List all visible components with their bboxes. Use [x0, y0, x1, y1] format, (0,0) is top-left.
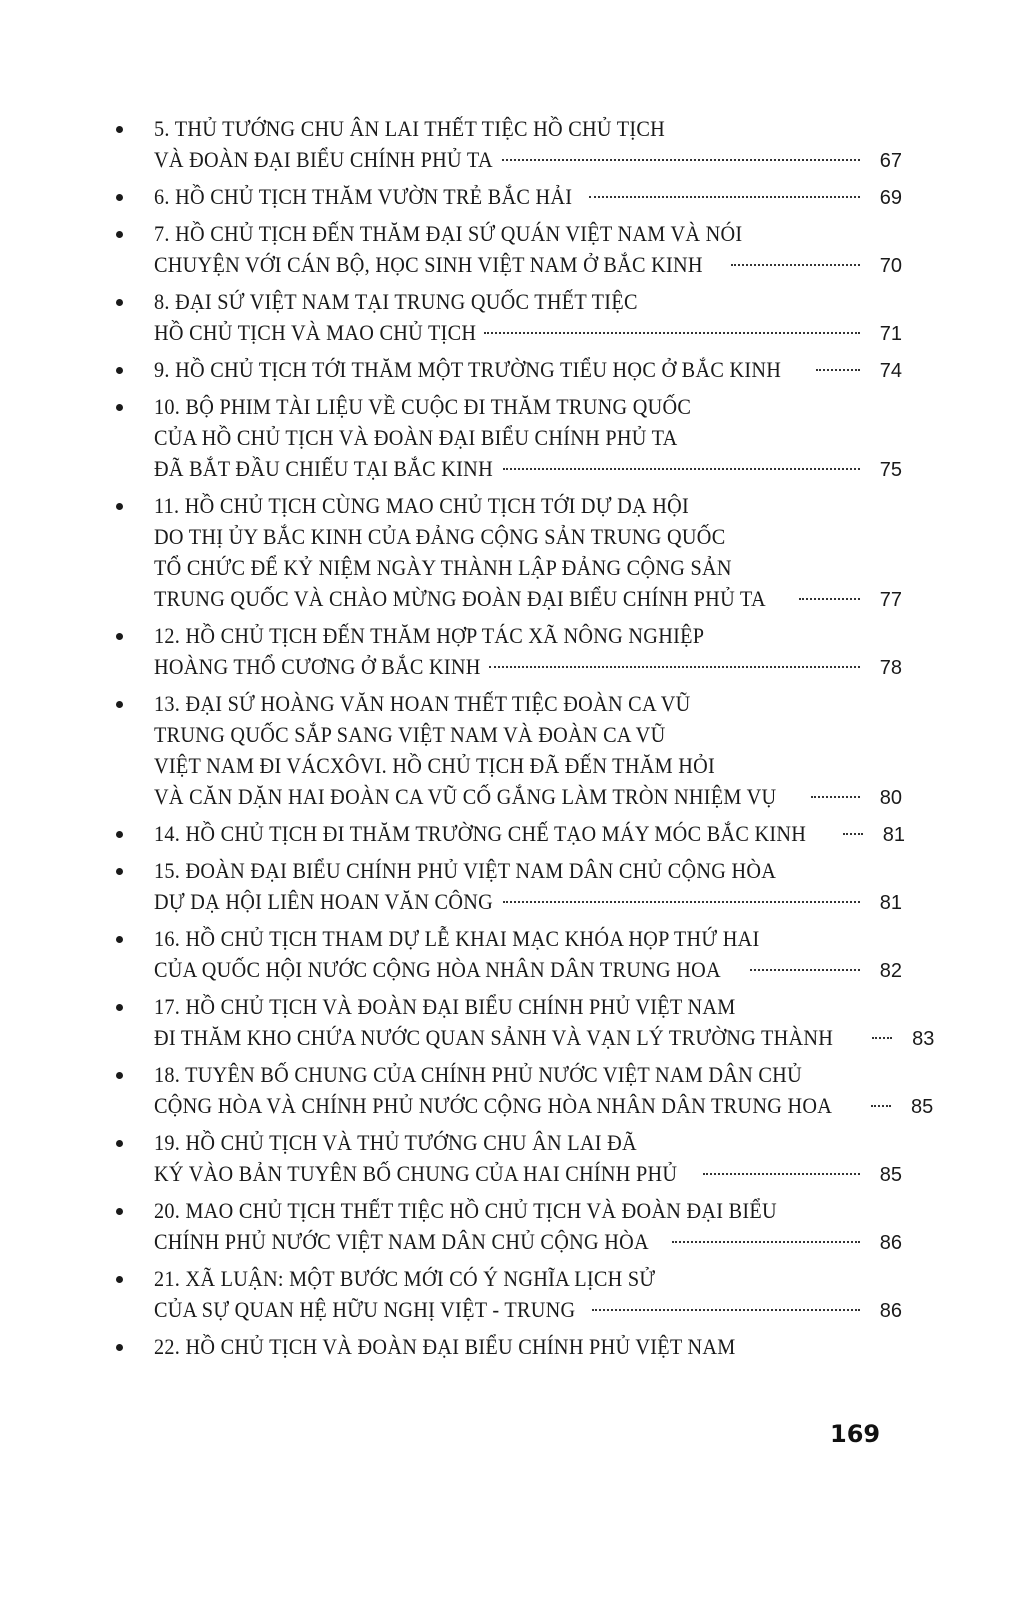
toc-entry-page: 74	[879, 360, 902, 382]
toc-entry-text: CỘNG HÒA VÀ CHÍNH PHỦ NƯỚC CỘNG HÒA NHÂN DÂN TRUNG HOA	[154, 1093, 833, 1118]
toc-entry-text: DỰ DẠ HỘI LIÊN HOAN VĂN CÔNG	[154, 889, 494, 914]
toc-entry	[112, 855, 902, 917]
toc-entry	[112, 286, 902, 348]
toc-entry-text: 21. XÃ LUẬN: MỘT BƯỚC MỚI CÓ Ý NGHĨA LỊCH SỬ	[154, 1266, 656, 1291]
toc-entry-page: 81	[882, 824, 905, 846]
toc-entry-text: ĐI THĂM KHO CHỨA NƯỚC QUAN SẢNH VÀ VẠN LÝ TRƯỜNG THÀNH	[154, 1025, 834, 1050]
toc-entry-page: 85	[910, 1096, 934, 1118]
bullet-icon	[116, 194, 123, 201]
toc-entry-page: 86	[879, 1232, 902, 1254]
toc-entry-text: 17. HỒ CHỦ TỊCH VÀ ĐOÀN ĐẠI BIỂU CHÍNH PHỦ VIỆT NAM	[154, 994, 736, 1019]
bullet-icon	[116, 936, 123, 943]
toc-entry-text: 9. HỒ CHỦ TỊCH TỚI THĂM MỘT TRƯỜNG TIỂU HỌC Ở BẮC KINH	[154, 357, 782, 382]
toc-entry-last-line	[154, 651, 902, 682]
toc-entry-last-line	[154, 1022, 935, 1053]
toc-entry-page: 67	[879, 150, 902, 172]
toc-entry	[112, 688, 902, 812]
dot-leader	[592, 1309, 860, 1311]
toc-entry-text: 8. ĐẠI SỨ VIỆT NAM TẠI TRUNG QUỐC THẾT TIỆC	[154, 289, 638, 314]
dot-leader	[816, 369, 860, 371]
dot-leader	[843, 833, 863, 835]
toc-entry-text: CỦA SỰ QUAN HỆ HỮU NGHỊ VIỆT - TRUNG	[154, 1297, 576, 1322]
toc-entry	[112, 1195, 902, 1257]
bullet-icon	[116, 299, 123, 306]
dot-leader	[750, 969, 860, 971]
toc-entry-page: 78	[879, 657, 902, 679]
toc-entry-text: DO THỊ ỦY BẮC KINH CỦA ĐẢNG CỘNG SẢN TRUNG QUỐC	[154, 524, 726, 549]
dot-leader	[672, 1241, 860, 1243]
toc-entry-text: CỦA HỒ CHỦ TỊCH VÀ ĐOÀN ĐẠI BIỂU CHÍNH PHỦ TA	[154, 425, 678, 450]
toc-entry	[112, 113, 902, 175]
toc-entry-page: 86	[879, 1300, 902, 1322]
toc-entry-last-line	[154, 818, 905, 849]
toc-entry	[112, 1331, 902, 1362]
toc-entry-text: TỔ CHỨC ĐỂ KỶ NIỆM NGÀY THÀNH LẬP ĐẢNG CỘNG SẢN	[154, 555, 732, 580]
toc-entry-text: TRUNG QUỐC SẮP SANG VIỆT NAM VÀ ĐOÀN CA VŨ	[154, 722, 666, 747]
bullet-icon	[116, 1072, 123, 1079]
toc-entry-text: 12. HỒ CHỦ TỊCH ĐẾN THĂM HỢP TÁC XÃ NÔNG NGHIỆP	[154, 623, 705, 648]
toc-entry-last-line	[154, 453, 902, 484]
toc-entry-last-line	[154, 1294, 902, 1325]
toc-entry-page: 71	[879, 323, 902, 345]
toc-entry-page: 81	[879, 892, 902, 914]
bullet-icon	[116, 1344, 123, 1351]
bullet-icon	[116, 701, 123, 708]
toc-entry-last-line	[154, 583, 902, 614]
toc-entry	[112, 620, 902, 682]
toc-entry	[112, 991, 935, 1053]
bullet-icon	[116, 1208, 123, 1215]
toc-entry-last-line	[154, 249, 902, 280]
toc-entry-text: 20. MAO CHỦ TỊCH THẾT TIỆC HỒ CHỦ TỊCH VÀ ĐOÀN ĐẠI BIỂU	[154, 1198, 777, 1223]
toc-entry-text: ĐÃ BẮT ĐẦU CHIẾU TẠI BẮC KINH	[154, 456, 493, 481]
bullet-icon	[116, 404, 123, 411]
toc-entry-text: 14. HỒ CHỦ TỊCH ĐI THĂM TRƯỜNG CHẾ TẠO MÁY MÓC BẮC KINH	[154, 821, 807, 846]
toc-entry-page: 70	[879, 255, 902, 277]
toc-entry-last-line	[154, 144, 902, 175]
toc-entry-last-line	[154, 781, 902, 812]
toc-entry-last-line	[154, 1226, 902, 1257]
toc-entry-page: 80	[879, 787, 902, 809]
toc-entry-last-line	[154, 1158, 902, 1189]
toc-entry-last-line	[154, 954, 902, 985]
toc-entry-text: 11. HỒ CHỦ TỊCH CÙNG MAO CHỦ TỊCH TỚI DỰ DẠ HỘI	[154, 493, 690, 518]
toc-entry-text: HỒ CHỦ TỊCH VÀ MAO CHỦ TỊCH	[154, 320, 477, 345]
toc-entry-text: 13. ĐẠI SỨ HOÀNG VĂN HOAN THẾT TIỆC ĐOÀN CA VŨ	[154, 691, 691, 716]
toc-entry-text: VÀ CĂN DẶN HAI ĐOÀN CA VŨ CỐ GẮNG LÀM TRÒN NHIỆM VỤ	[154, 784, 777, 809]
toc-entry-text: 15. ĐOÀN ĐẠI BIỂU CHÍNH PHỦ VIỆT NAM DÂN CHỦ CỘNG HÒA	[154, 858, 777, 883]
bullet-icon	[116, 831, 123, 838]
toc-entry-text: 7. HỒ CHỦ TỊCH ĐẾN THĂM ĐẠI SỨ QUÁN VIỆT NAM VÀ NÓI	[154, 221, 743, 246]
toc-entry	[112, 1263, 902, 1325]
dot-leader	[872, 1037, 892, 1039]
dot-leader	[484, 332, 860, 334]
toc-entry-last-line	[154, 354, 902, 385]
dot-leader	[503, 468, 860, 470]
toc-entry-page: 83	[912, 1028, 935, 1050]
toc-entry	[112, 1059, 934, 1121]
dot-leader	[811, 796, 860, 798]
toc-entry	[112, 818, 905, 849]
table-of-contents	[112, 113, 935, 1368]
toc-entry	[112, 181, 902, 212]
toc-entry-text: 22. HỒ CHỦ TỊCH VÀ ĐOÀN ĐẠI BIỂU CHÍNH PHỦ VIỆT NAM	[154, 1334, 736, 1359]
toc-entry-page: 75	[879, 459, 902, 481]
bullet-icon	[116, 503, 123, 510]
bullet-icon	[116, 367, 123, 374]
bullet-icon	[116, 633, 123, 640]
dot-leader	[503, 901, 860, 903]
toc-entry-text: VÀ ĐOÀN ĐẠI BIỂU CHÍNH PHỦ TA	[154, 147, 493, 172]
toc-entry-last-line	[154, 317, 902, 348]
bullet-icon	[116, 1004, 123, 1011]
bullet-icon	[116, 868, 123, 875]
bullet-icon	[116, 126, 123, 133]
toc-entry	[112, 354, 902, 385]
toc-entry-text: CỦA QUỐC HỘI NƯỚC CỘNG HÒA NHÂN DÂN TRUNG HOA	[154, 957, 721, 982]
dot-leader	[871, 1105, 891, 1107]
toc-entry	[112, 490, 902, 614]
dot-leader	[489, 666, 860, 668]
toc-entry-text: HOÀNG THỔ CƯƠNG Ở BẮC KINH	[154, 654, 481, 679]
dot-leader	[731, 264, 860, 266]
toc-entry-text: 18. TUYÊN BỐ CHUNG CỦA CHÍNH PHỦ NƯỚC VIỆT NAM DÂN CHỦ	[154, 1062, 802, 1087]
toc-entry-page: 82	[879, 960, 902, 982]
toc-entry-last-line	[154, 1090, 934, 1121]
toc-entry-text: CHUYỆN VỚI CÁN BỘ, HỌC SINH VIỆT NAM Ở BẮC KINH	[154, 252, 703, 277]
toc-entry-page: 77	[879, 589, 902, 611]
bullet-icon	[116, 231, 123, 238]
dot-leader	[502, 159, 860, 161]
bullet-icon	[116, 1276, 123, 1283]
toc-entry-last-line	[154, 886, 902, 917]
toc-entry-text: KÝ VÀO BẢN TUYÊN BỐ CHUNG CỦA HAI CHÍNH PHỦ	[154, 1161, 678, 1186]
dot-leader	[703, 1173, 860, 1175]
toc-entry-text: 16. HỒ CHỦ TỊCH THAM DỰ LỄ KHAI MẠC KHÓA HỌP THỨ HAI	[154, 926, 760, 951]
toc-entry	[112, 218, 902, 280]
toc-entry-last-line	[154, 181, 902, 212]
toc-entry	[112, 923, 902, 985]
toc-entry-text: CHÍNH PHỦ NƯỚC VIỆT NAM DÂN CHỦ CỘNG HÒA	[154, 1229, 649, 1254]
toc-entry-text: VIỆT NAM ĐI VÁCXÔVI. HỒ CHỦ TỊCH ĐÃ ĐẾN THĂM HỎI	[154, 753, 716, 778]
toc-entry-text: TRUNG QUỐC VÀ CHÀO MỪNG ĐOÀN ĐẠI BIỂU CHÍNH PHỦ TA	[154, 586, 766, 611]
toc-entry-page: 69	[879, 187, 902, 209]
toc-entry-page: 85	[879, 1164, 902, 1186]
bullet-icon	[116, 1140, 123, 1147]
toc-entry	[112, 391, 902, 484]
toc-entry	[112, 1127, 902, 1189]
dot-leader	[799, 598, 860, 600]
toc-entry-text: 6. HỒ CHỦ TỊCH THĂM VƯỜN TRẺ BẮC HẢI	[154, 184, 573, 209]
dot-leader	[589, 196, 860, 198]
toc-entry-text: 5. THỦ TƯỚNG CHU ÂN LAI THẾT TIỆC HỒ CHỦ TỊCH	[154, 116, 666, 141]
page-number: 169	[830, 1420, 881, 1448]
toc-entry-text: 19. HỒ CHỦ TỊCH VÀ THỦ TƯỚNG CHU ÂN LAI ĐÃ	[154, 1130, 637, 1155]
toc-entry-text: 10. BỘ PHIM TÀI LIỆU VỀ CUỘC ĐI THĂM TRUNG QUỐC	[154, 394, 692, 419]
